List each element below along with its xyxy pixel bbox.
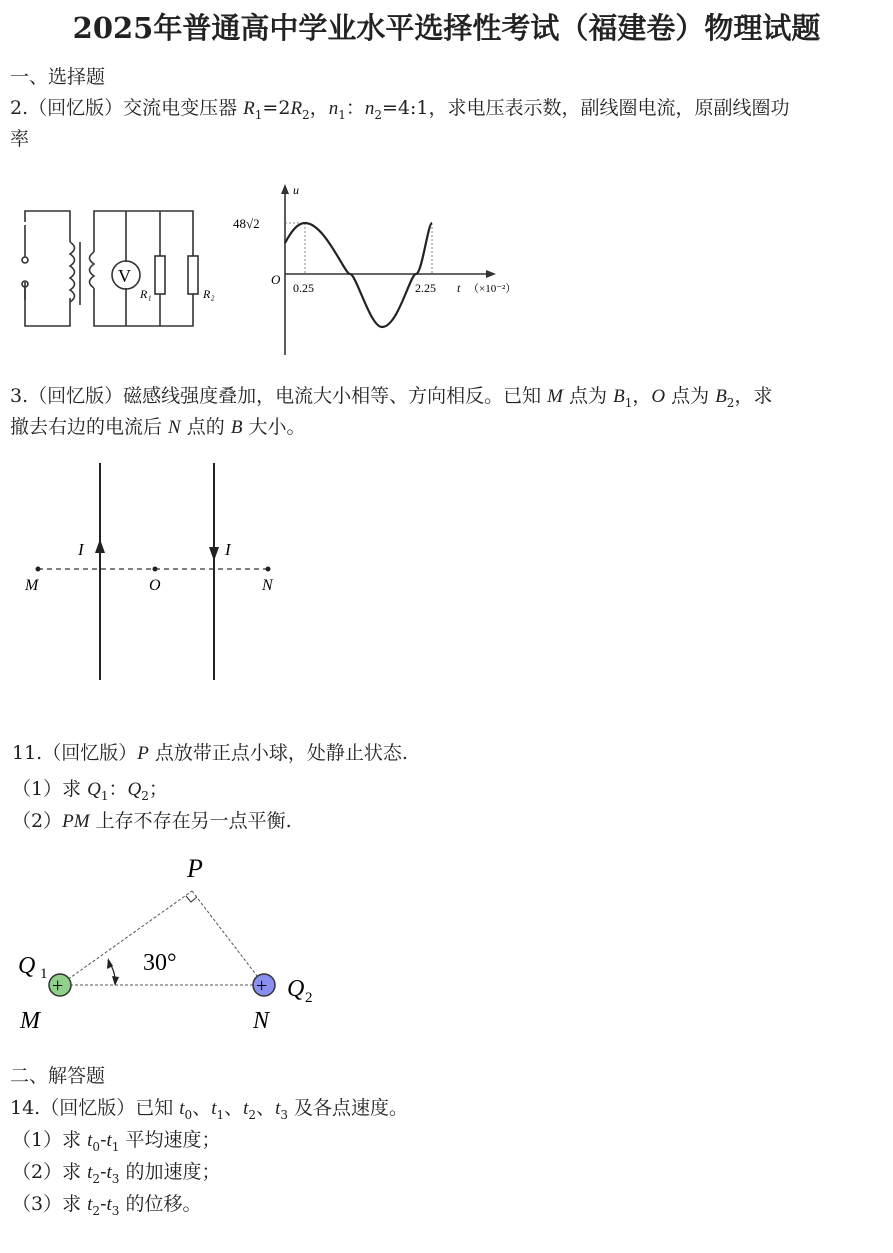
- question-14-sub1: （1）求 $t_0-t_1$ 平均速度；: [12, 1129, 221, 1154]
- transformer-circuit-and-voltage-graph: [0, 170, 540, 370]
- right-angle-mark: [186, 896, 197, 902]
- peak-label: 48√2: [233, 216, 260, 231]
- point-o-label: O: [149, 577, 161, 594]
- section-heading-answer: 二、解答题: [10, 1065, 106, 1087]
- q1-sub: 1: [40, 966, 48, 982]
- x-axis-arrow-icon: [486, 270, 496, 278]
- question-14-sub2: （2）求 $t_2-t_3$ 的加速度；: [12, 1161, 221, 1186]
- section-heading-choice: 一、选择题: [10, 66, 106, 88]
- question-11-sub1: （1）求 $Q_1$：$Q_2$；: [12, 778, 168, 803]
- point-n-label: N: [253, 1008, 270, 1034]
- angle-label: 30°: [143, 950, 177, 976]
- question-14-line1: 14.（回忆版）已知 $t_0$、$t_1$、$t_2$、$t_3$ 及各点速度。: [10, 1097, 409, 1122]
- tick-label-2.25: 2.25: [415, 281, 436, 295]
- question-11-line1: 11.（回忆版）P 点放带正点小球，处静止状态.: [12, 742, 408, 764]
- charges-triangle-diagram: [0, 840, 360, 1050]
- origin-label: O: [271, 272, 281, 287]
- q1-label: Q: [18, 953, 36, 979]
- r2-label: R₂: [203, 287, 215, 301]
- point-p-label: P: [187, 854, 203, 883]
- page-title: 2025年普通高中学业水平选择性考试（福建卷）物理试题: [72, 11, 821, 45]
- r1-label: R₁: [140, 287, 152, 301]
- y-axis-label: u: [293, 183, 299, 197]
- plus-icon: +: [256, 975, 268, 997]
- question-3-line1: 3.（回忆版）磁感线强度叠加，电流大小相等、方向相反。已知 M 点为 $B_1$，O 点为 $B_2$，求: [10, 385, 773, 410]
- right-current-label: I: [225, 540, 231, 559]
- parallel-currents-diagram: [0, 455, 320, 695]
- voltage-sine-curve: [285, 223, 432, 327]
- question-2-line2: 率: [10, 128, 30, 150]
- q2-label: Q: [287, 976, 305, 1002]
- y-axis-arrow-icon: [281, 184, 289, 194]
- point-n-label: N: [262, 577, 273, 594]
- tick-label-0.25: 0.25: [293, 281, 314, 295]
- question-2-line1: 2.（回忆版）交流电变压器 $R_1=2R_2$，$n_1$：$n_2=4:1$，求电压表示数，副线圈电流，原副线圈功: [10, 97, 790, 122]
- left-current-label: I: [78, 540, 84, 559]
- question-3-line2: 撤去右边的电流后 N 点的 B 大小。: [10, 416, 306, 438]
- x-axis-label: t: [457, 281, 461, 295]
- question-11-sub2: （2）PM 上存不存在另一点平衡.: [12, 810, 292, 832]
- point-m-label: M: [20, 1008, 40, 1034]
- point-m-label: M: [25, 577, 39, 594]
- plus-icon: +: [52, 975, 64, 997]
- q2-sub: 2: [305, 990, 313, 1006]
- current-up-arrow-icon: [95, 539, 105, 553]
- voltmeter-label: V: [118, 266, 131, 286]
- x-axis-unit: （×10⁻²）: [468, 283, 517, 295]
- current-down-arrow-icon: [209, 547, 219, 561]
- question-14-sub3: （3）求 $t_2-t_3$ 的位移。: [12, 1193, 202, 1218]
